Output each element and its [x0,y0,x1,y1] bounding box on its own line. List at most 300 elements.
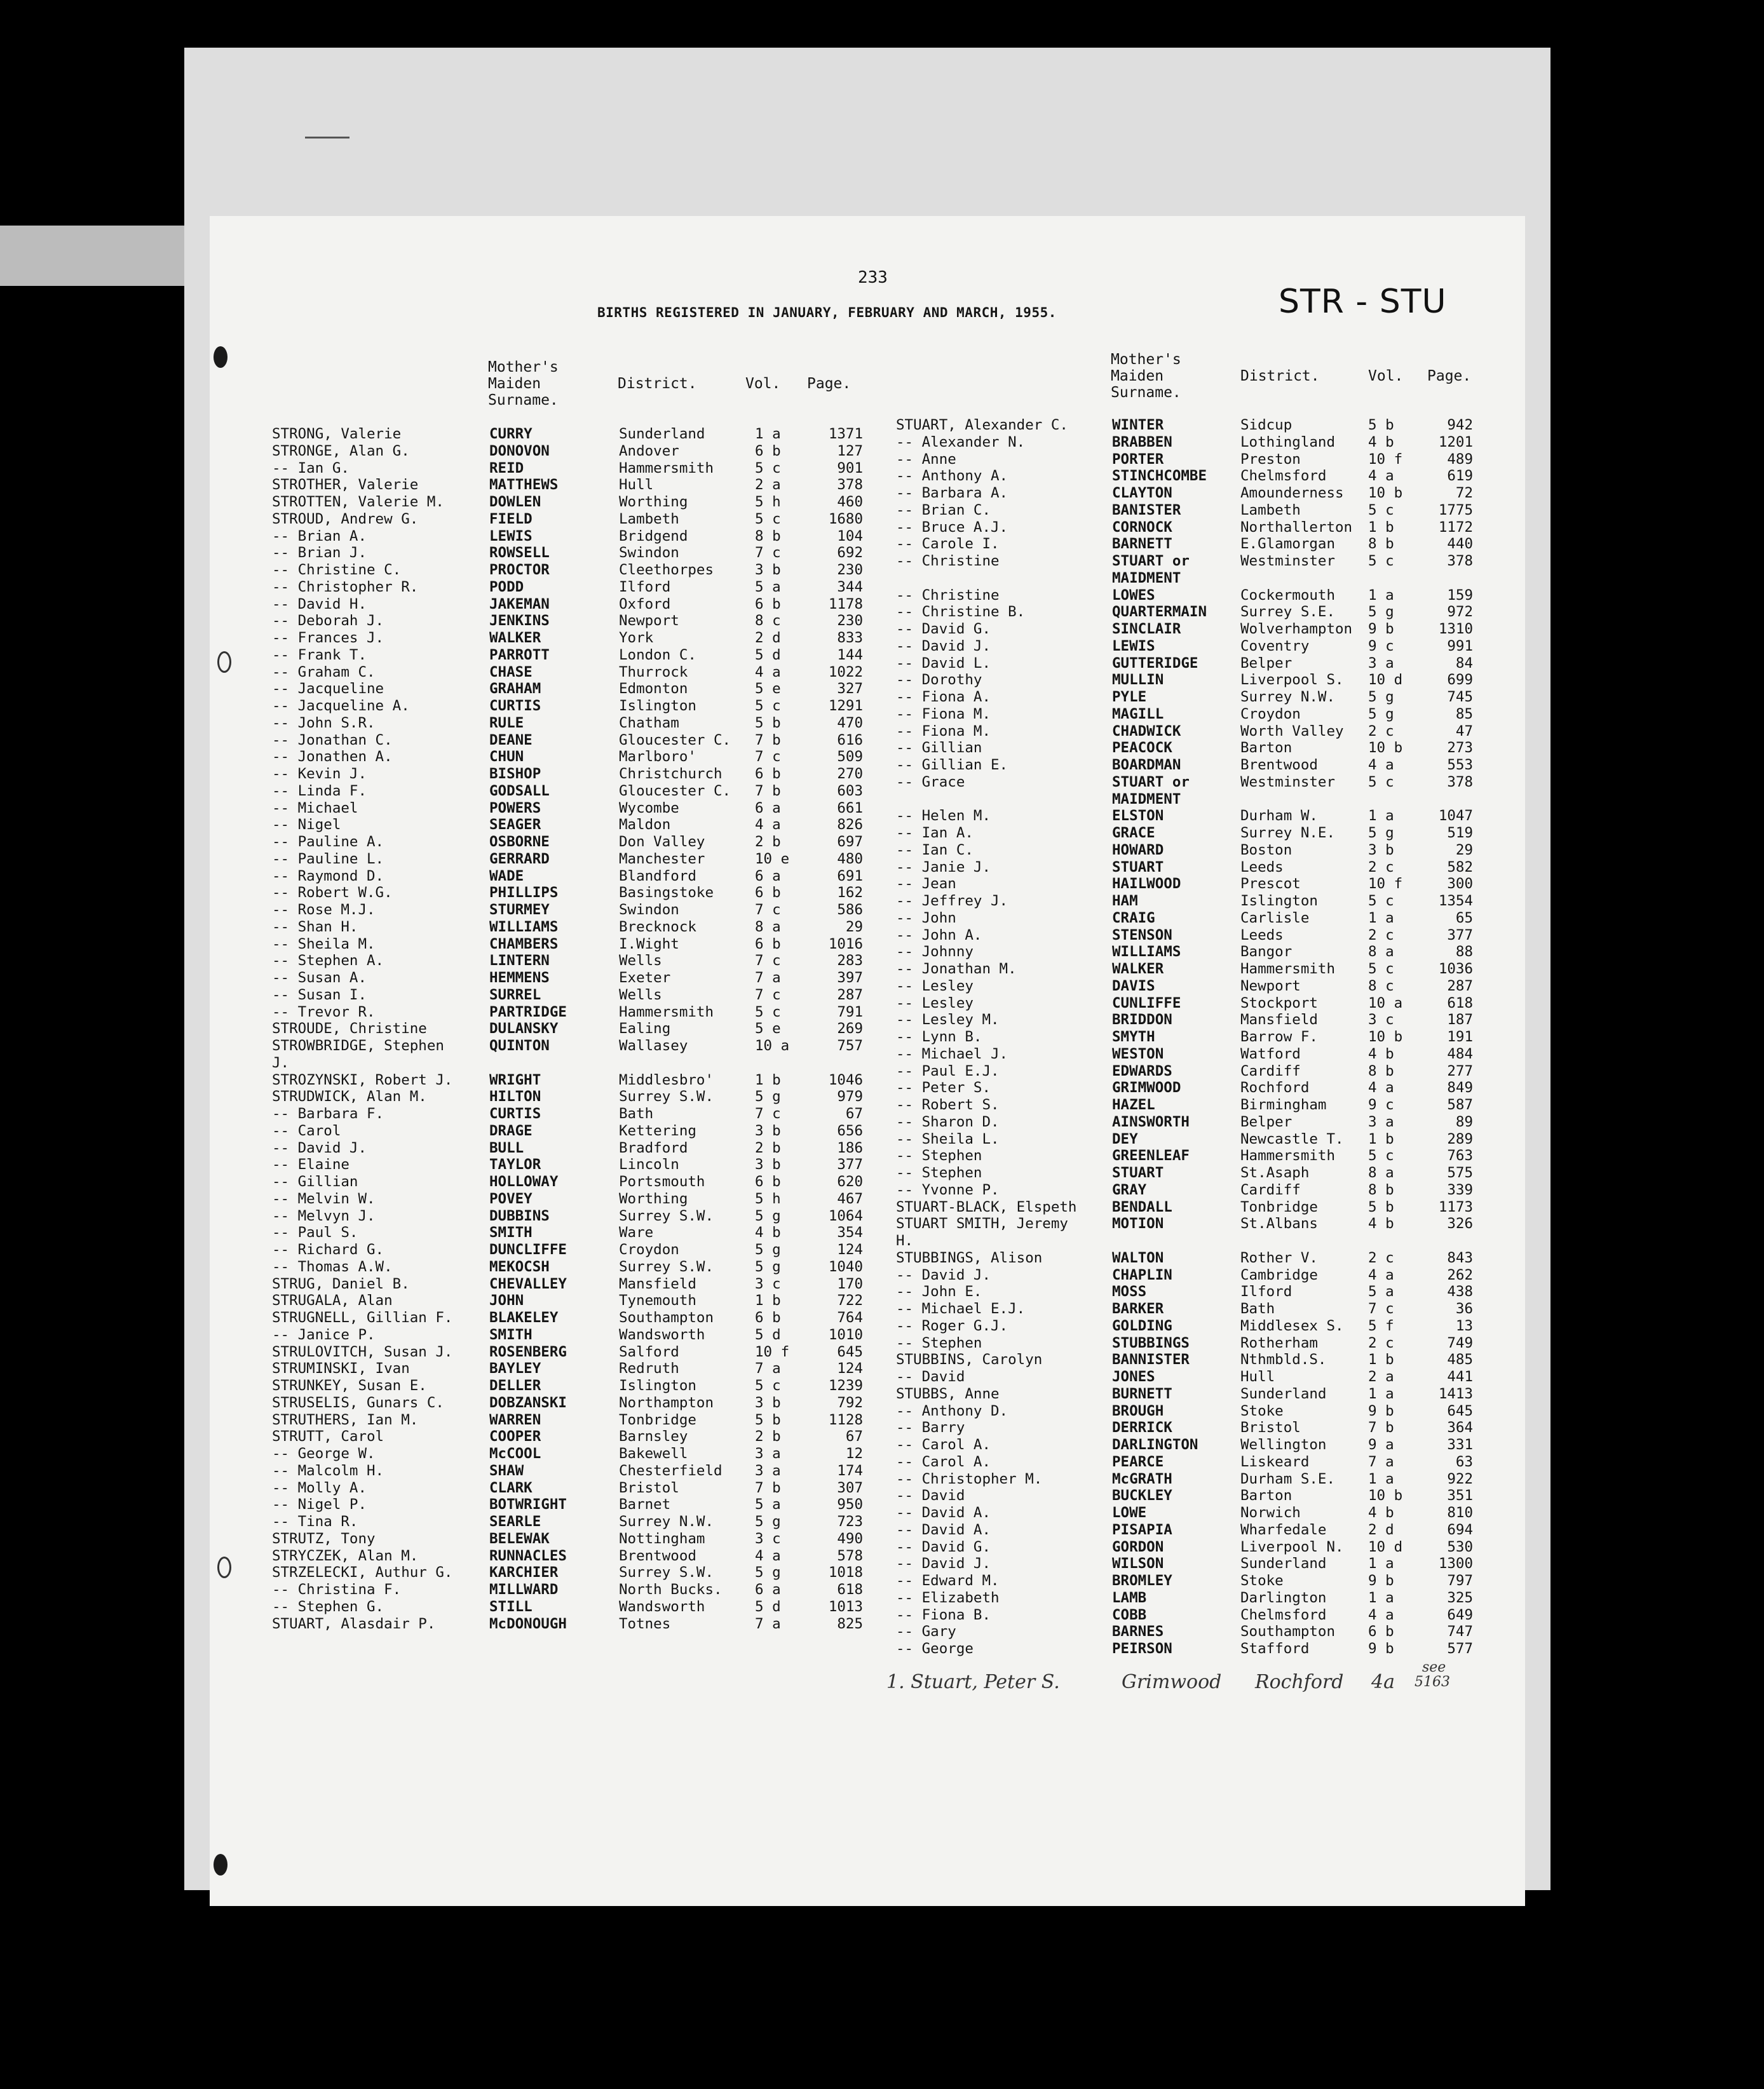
volume: 4 a [1368,757,1394,773]
maiden-surname: DELLER [489,1377,541,1394]
entry-name: STRYCZEK, Alan M. [272,1547,419,1564]
entry-name: STRONG, Valerie [272,426,402,442]
volume: 6 b [755,884,781,902]
page-ref: 84 [1455,654,1473,672]
district: Tonbridge [1240,1198,1318,1215]
maiden-surname: JOHN [489,1292,524,1309]
maiden-surname: CHUN [489,748,524,766]
district: Rother V. [1240,1249,1318,1266]
volume: 3 c [755,1530,781,1547]
entry-name: -- Lesley [896,994,974,1011]
page-ref: 287 [837,986,863,1003]
entry-name: -- John S.R. [272,714,376,731]
page-ref: 1300 [1438,1555,1473,1572]
district: St.Albans [1240,1215,1318,1233]
volume: 2 a [1368,1369,1394,1385]
district: Totnes [619,1615,671,1632]
page-ref: 1040 [828,1258,863,1275]
entry-name: -- Gillian [272,1173,358,1190]
page-ref: 63 [1455,1453,1473,1470]
volume: 2 d [755,630,781,646]
district: Swindon [619,902,679,918]
entry-name: -- Elizabeth [896,1589,1000,1606]
maiden-surname: PROCTOR [489,562,550,578]
page-ref: 351 [1447,1487,1473,1504]
page-ref: 460 [837,494,863,510]
page-ref: 124 [837,1241,863,1258]
entry-name: -- Robert W.G. [272,884,393,902]
volume: 9 b [1368,1402,1394,1419]
district: Durham W. [1240,808,1318,825]
volume: 1 b [755,1071,781,1088]
district: Northampton [619,1394,714,1411]
entry-name: -- Carol [272,1122,341,1139]
punch-hole-icon [214,1854,227,1876]
maiden-surname: MILLWARD [489,1581,559,1598]
entry-name: -- Rose M.J. [272,902,376,918]
entry-name: STRUG, Daniel B. [272,1275,410,1292]
district: Islington [1240,893,1318,909]
entry-name: STUBBINS, Carolyn [896,1351,1043,1369]
volume: 7 c [1368,1301,1394,1317]
volume: 7 c [755,952,781,970]
maiden-surname: WESTON [1112,1045,1164,1062]
entry-name: -- Brian J. [272,544,367,562]
volume: 5 d [755,1598,781,1615]
maiden-surname: STUART or [1112,553,1190,569]
entry-name: STRUTZ, Tony [272,1530,376,1547]
district: Barton [1240,1487,1292,1504]
district: Belper [1240,1113,1292,1130]
district: Newcastle T. [1240,1130,1344,1147]
entry-name: -- Christine [896,553,1000,569]
maiden-surname: PEACOCK [1112,740,1172,757]
entry-name: STROTTEN, Valerie M. [272,494,444,510]
maiden-surname: MATTHEWS [489,477,559,494]
page-ref: 485 [1447,1351,1473,1369]
entry-name: J. [272,1054,290,1071]
district: Surrey S.W. [619,1088,714,1105]
maiden-surname: BURNETT [1112,1385,1172,1402]
header-surname-line1: Mother's [1111,351,1181,368]
entry-name: -- Alexander N. [896,433,1026,450]
maiden-surname: WINTER [1112,417,1164,433]
district: Chelmsford [1240,468,1327,485]
district: Worthing [619,1190,688,1207]
maiden-surname: WALTON [1112,1249,1164,1266]
maiden-surname: COBB [1112,1606,1147,1623]
maiden-surname: LINTERN [489,952,550,970]
maiden-surname: BANISTER [1112,501,1181,518]
maiden-surname: CHAMBERS [489,935,559,952]
maiden-surname: ROWSELL [489,544,550,562]
entry-name: -- David J. [272,1139,367,1156]
maiden-surname: SEARLE [489,1513,541,1530]
maiden-surname: BROMLEY [1112,1572,1172,1589]
entry-name: -- Fiona B. [896,1606,991,1623]
page-ref: 747 [1447,1623,1473,1640]
district: Sunderland [1240,1555,1327,1572]
volume: 10 a [755,1038,790,1054]
district: Coventry [1240,637,1310,654]
maiden-surname: MAIDMENT [1112,569,1181,586]
entry-name: -- Jacqueline [272,680,384,698]
page-ref: 339 [1447,1181,1473,1198]
page-ref: 289 [1447,1130,1473,1147]
entry-name: -- Stephen A. [272,952,384,970]
page-ref: 377 [1447,926,1473,943]
entry-name: -- David J. [896,1266,991,1283]
page-ref: 67 [845,1105,863,1122]
page-ref: 170 [837,1275,863,1292]
district: Middlesbro' [619,1071,714,1088]
district: Birmingham [1240,1097,1327,1113]
page-ref: 991 [1447,637,1473,654]
page-ref: 354 [837,1224,863,1241]
entry-name: -- Peter S. [896,1079,991,1097]
entry-name: -- Jonathan M. [896,961,1017,977]
maiden-surname: EDWARDS [1112,1062,1172,1079]
page-ref: 901 [837,459,863,477]
maiden-surname: SMITH [489,1326,533,1343]
maiden-surname: SHAW [489,1462,524,1479]
maiden-surname: JENKINS [489,612,550,630]
district: Swindon [619,544,679,562]
volume: 3 a [1368,654,1394,672]
entry-name: -- Michael E.J. [896,1301,1026,1317]
district: York [619,630,654,646]
page-ref: 1022 [828,663,863,680]
handwritten-entry: 1. Stuart, Peter S. [886,1671,1060,1693]
maiden-surname: PARROTT [489,646,550,663]
volume: 9 b [1368,1640,1394,1657]
district: Nottingham [619,1530,705,1547]
entry-name: -- Susan A. [272,970,367,986]
district: Leeds [1240,926,1284,943]
maiden-surname: BROUGH [1112,1402,1164,1419]
page-ref: 1291 [828,698,863,714]
page-ref: 1239 [828,1377,863,1394]
volume: 7 a [755,1360,781,1377]
volume: 10 f [755,1343,790,1360]
entry-name: -- Kevin J. [272,766,367,782]
maiden-surname: GUTTERIDGE [1112,654,1198,672]
handwritten-page: 5163 [1415,1674,1450,1690]
maiden-surname: STUART [1112,858,1164,875]
page-ref: 553 [1447,757,1473,773]
volume: 6 b [755,595,781,612]
volume: 4 b [1368,433,1394,450]
maiden-surname: BOTWRIGHT [489,1496,567,1513]
entry-name: -- Susan I. [272,986,367,1003]
punch-hole-icon [217,651,231,673]
page-ref: 1010 [828,1326,863,1343]
district: Amounderness [1240,485,1344,501]
district: Ware [619,1224,654,1241]
entry-name: STRUDWICK, Alan M. [272,1088,427,1105]
entry-name: STRUTHERS, Ian M. [272,1411,419,1428]
maiden-surname: BARNETT [1112,536,1172,553]
maiden-surname: LEWIS [489,527,533,544]
volume: 6 a [755,799,781,816]
district: Islington [619,1377,696,1394]
entry-name: -- Christine B. [896,604,1026,621]
entry-name: -- Frank T. [272,646,367,663]
district: Cardiff [1240,1181,1301,1198]
district: Cambridge [1240,1266,1318,1283]
maiden-surname: AINSWORTH [1112,1113,1190,1130]
volume: 5 c [1368,893,1394,909]
volume: 1 a [1368,1385,1394,1402]
maiden-surname: LOWES [1112,586,1155,604]
volume: 1 b [1368,1351,1394,1369]
volume: 2 d [1368,1521,1394,1538]
page-ref: 262 [1447,1266,1473,1283]
entry-name: -- David [896,1369,965,1385]
volume: 5 h [755,494,781,510]
page-ref: 12 [845,1445,863,1462]
district: Hammersmith [1240,1147,1336,1165]
volume: 3 a [1368,1113,1394,1130]
district: Ilford [1240,1283,1292,1301]
page-ref: 509 [837,748,863,766]
entry-name: -- Jacqueline A. [272,698,410,714]
page-ref: 124 [837,1360,863,1377]
page-ref: 1018 [828,1564,863,1581]
page-ref: 722 [837,1292,863,1309]
volume: 10 d [1368,672,1403,689]
page-ref: 616 [837,731,863,748]
maiden-surname: LAMB [1112,1589,1147,1606]
page-ref: 582 [1447,858,1473,875]
maiden-surname: STILL [489,1598,533,1615]
entry-name: -- George W. [272,1445,376,1462]
volume: 10 b [1368,1029,1403,1045]
maiden-surname: OSBORNE [489,834,550,850]
maiden-surname: PISAPIA [1112,1521,1172,1538]
volume: 5 g [1368,705,1394,722]
maiden-surname: WALKER [1112,961,1164,977]
maiden-surname: HOWARD [1112,841,1164,858]
volume: 7 b [755,731,781,748]
maiden-surname: MEKOCSH [489,1258,550,1275]
maiden-surname: CORNOCK [1112,518,1172,536]
district: Surrey S.W. [619,1258,714,1275]
page-ref: 85 [1455,705,1473,722]
volume: 1 a [1368,808,1394,825]
maiden-surname: CURRY [489,426,533,442]
entry-name: -- Trevor R. [272,1003,376,1020]
entry-name: -- Paul S. [272,1224,358,1241]
page-ref: 331 [1447,1437,1473,1453]
maiden-surname: CHASE [489,663,533,680]
district: Sunderland [619,426,705,442]
district: Portsmouth [619,1173,705,1190]
district: Cleethorpes [619,562,714,578]
district: Islington [619,698,696,714]
district: Preston [1240,450,1301,468]
district: Stoke [1240,1572,1284,1589]
maiden-surname: BANNISTER [1112,1351,1190,1369]
maiden-surname: RUNNACLES [489,1547,567,1564]
entry-name: -- Anthony A. [896,468,1008,485]
volume: 5 c [755,459,781,477]
volume: 3 c [755,1275,781,1292]
page-title: BIRTHS REGISTERED IN JANUARY, FEBRUARY AND MARCH, 1955. [597,305,1057,320]
entry-name: -- Sheila M. [272,935,376,952]
entry-name: STRULOVITCH, Susan J. [272,1343,453,1360]
maiden-surname: GRAY [1112,1181,1147,1198]
district: Thurrock [619,663,688,680]
district: I.Wight [619,935,679,952]
district: Brecknock [619,918,696,935]
volume: 7 c [755,986,781,1003]
entry-name: -- Carol A. [896,1437,991,1453]
maiden-surname: CHAPLIN [1112,1266,1172,1283]
volume: 4 a [1368,1079,1394,1097]
entry-name: -- Melvyn J. [272,1207,376,1224]
entry-name: -- John A. [896,926,982,943]
entry-name: -- Stephen [896,1165,982,1181]
page-ref: 699 [1447,672,1473,689]
district: North Bucks. [619,1581,723,1598]
entry-name: -- Tina R. [272,1513,358,1530]
district: Bridgend [619,527,688,544]
district: Rotherham [1240,1334,1318,1351]
maiden-surname: BULL [489,1139,524,1156]
maiden-surname: COOPER [489,1428,541,1445]
entry-name: H. [896,1233,914,1249]
entry-name: -- Ian C. [896,841,974,858]
district: Worth Valley [1240,722,1344,740]
register-page [210,216,1525,1906]
district: Maldon [619,816,671,834]
volume: 5 f [1368,1317,1394,1334]
entry-name: -- Edward M. [896,1572,1000,1589]
entry-name: -- Carole I. [896,536,1000,553]
volume: 5 b [755,1411,781,1428]
page-ref: 578 [837,1547,863,1564]
district: Hull [1240,1369,1275,1385]
maiden-surname: BAYLEY [489,1360,541,1377]
volume: 5 c [755,698,781,714]
page-ref: 325 [1447,1589,1473,1606]
page-ref: 757 [837,1038,863,1054]
volume: 5 c [1368,553,1394,569]
entry-name: -- Christopher M. [896,1470,1043,1487]
header-page: Page. [807,375,851,392]
volume: 5 b [1368,417,1394,433]
maiden-surname: MOSS [1112,1283,1147,1301]
page-ref: 269 [837,1020,863,1038]
district: Southampton [619,1309,714,1326]
entry-name: -- Roger G.J. [896,1317,1008,1334]
entry-name: -- Anthony D. [896,1402,1008,1419]
district: Wharfedale [1240,1521,1327,1538]
maiden-surname: KARCHIER [489,1564,559,1581]
district: Mansfield [619,1275,696,1292]
entry-name: STROUD, Andrew G. [272,510,419,527]
district: Gloucester C. [619,731,731,748]
page-ref: 575 [1447,1165,1473,1181]
district: E.Glamorgan [1240,536,1336,553]
district: Surrey N.E. [1240,825,1336,841]
volume: 6 a [755,1581,781,1598]
district: Lambeth [1240,501,1301,518]
district: Norwich [1240,1504,1301,1521]
district: Croydon [619,1241,679,1258]
district: London C. [619,646,696,663]
entry-name: -- John [896,909,956,926]
page-ref: 692 [837,544,863,562]
entry-name: -- Christine C. [272,562,402,578]
entry-name: -- Ian A. [896,825,974,841]
entry-name: STROWBRIDGE, Stephen [272,1038,444,1054]
page-ref: 283 [837,952,863,970]
district: Bath [619,1105,654,1122]
district: Wallasey [619,1038,688,1054]
district: Christchurch [619,766,723,782]
entry-name: STROZYNSKI, Robert J. [272,1071,453,1088]
page-ref: 792 [837,1394,863,1411]
maiden-surname: PARTRIDGE [489,1003,567,1020]
entry-name: -- Brian A. [272,527,367,544]
maiden-surname: LEWIS [1112,637,1155,654]
volume: 10 d [1368,1538,1403,1555]
page-ref: 270 [837,766,863,782]
maiden-surname: GRACE [1112,825,1155,841]
maiden-surname: FIELD [489,510,533,527]
maiden-surname: BARNES [1112,1623,1164,1640]
volume: 7 c [755,544,781,562]
maiden-surname: STUART [1112,1165,1164,1181]
district: Carlisle [1240,909,1310,926]
page-ref: 979 [837,1088,863,1105]
district: Surrey S.W. [619,1207,714,1224]
maiden-surname: CHADWICK [1112,722,1181,740]
volume: 4 a [755,816,781,834]
maiden-surname: JAKEMAN [489,595,550,612]
entry-name: STUBBS, Anne [896,1385,1000,1402]
volume: 7 c [755,1105,781,1122]
page-ref: 810 [1447,1504,1473,1521]
maiden-surname: DUNCLIFFE [489,1241,567,1258]
district: Tynemouth [619,1292,696,1309]
volume: 5 g [755,1513,781,1530]
entry-name: -- Michael J. [896,1045,1008,1062]
district: Redruth [619,1360,679,1377]
maiden-surname: PYLE [1112,689,1147,705]
maiden-surname: McDONOUGH [489,1615,567,1632]
maiden-surname: PORTER [1112,450,1164,468]
maiden-surname: GODSALL [489,782,550,799]
entry-name: STUART-BLACK, Elspeth [896,1198,1077,1215]
volume: 10 f [1368,875,1403,893]
entry-name: -- Christine [896,586,1000,604]
maiden-surname: POWERS [489,799,541,816]
district: Bakewell [619,1445,688,1462]
page-ref: 159 [1447,586,1473,604]
volume: 5 g [755,1241,781,1258]
entry-name: STRUNKEY, Susan E. [272,1377,427,1394]
page-ref: 1201 [1438,433,1473,450]
page-ref: 530 [1447,1538,1473,1555]
entry-name: -- Molly A. [272,1479,367,1496]
district: Lincoln [619,1156,679,1173]
page-ref: 1310 [1438,621,1473,637]
maiden-surname: MAIDMENT [1112,790,1181,808]
maiden-surname: POVEY [489,1190,533,1207]
